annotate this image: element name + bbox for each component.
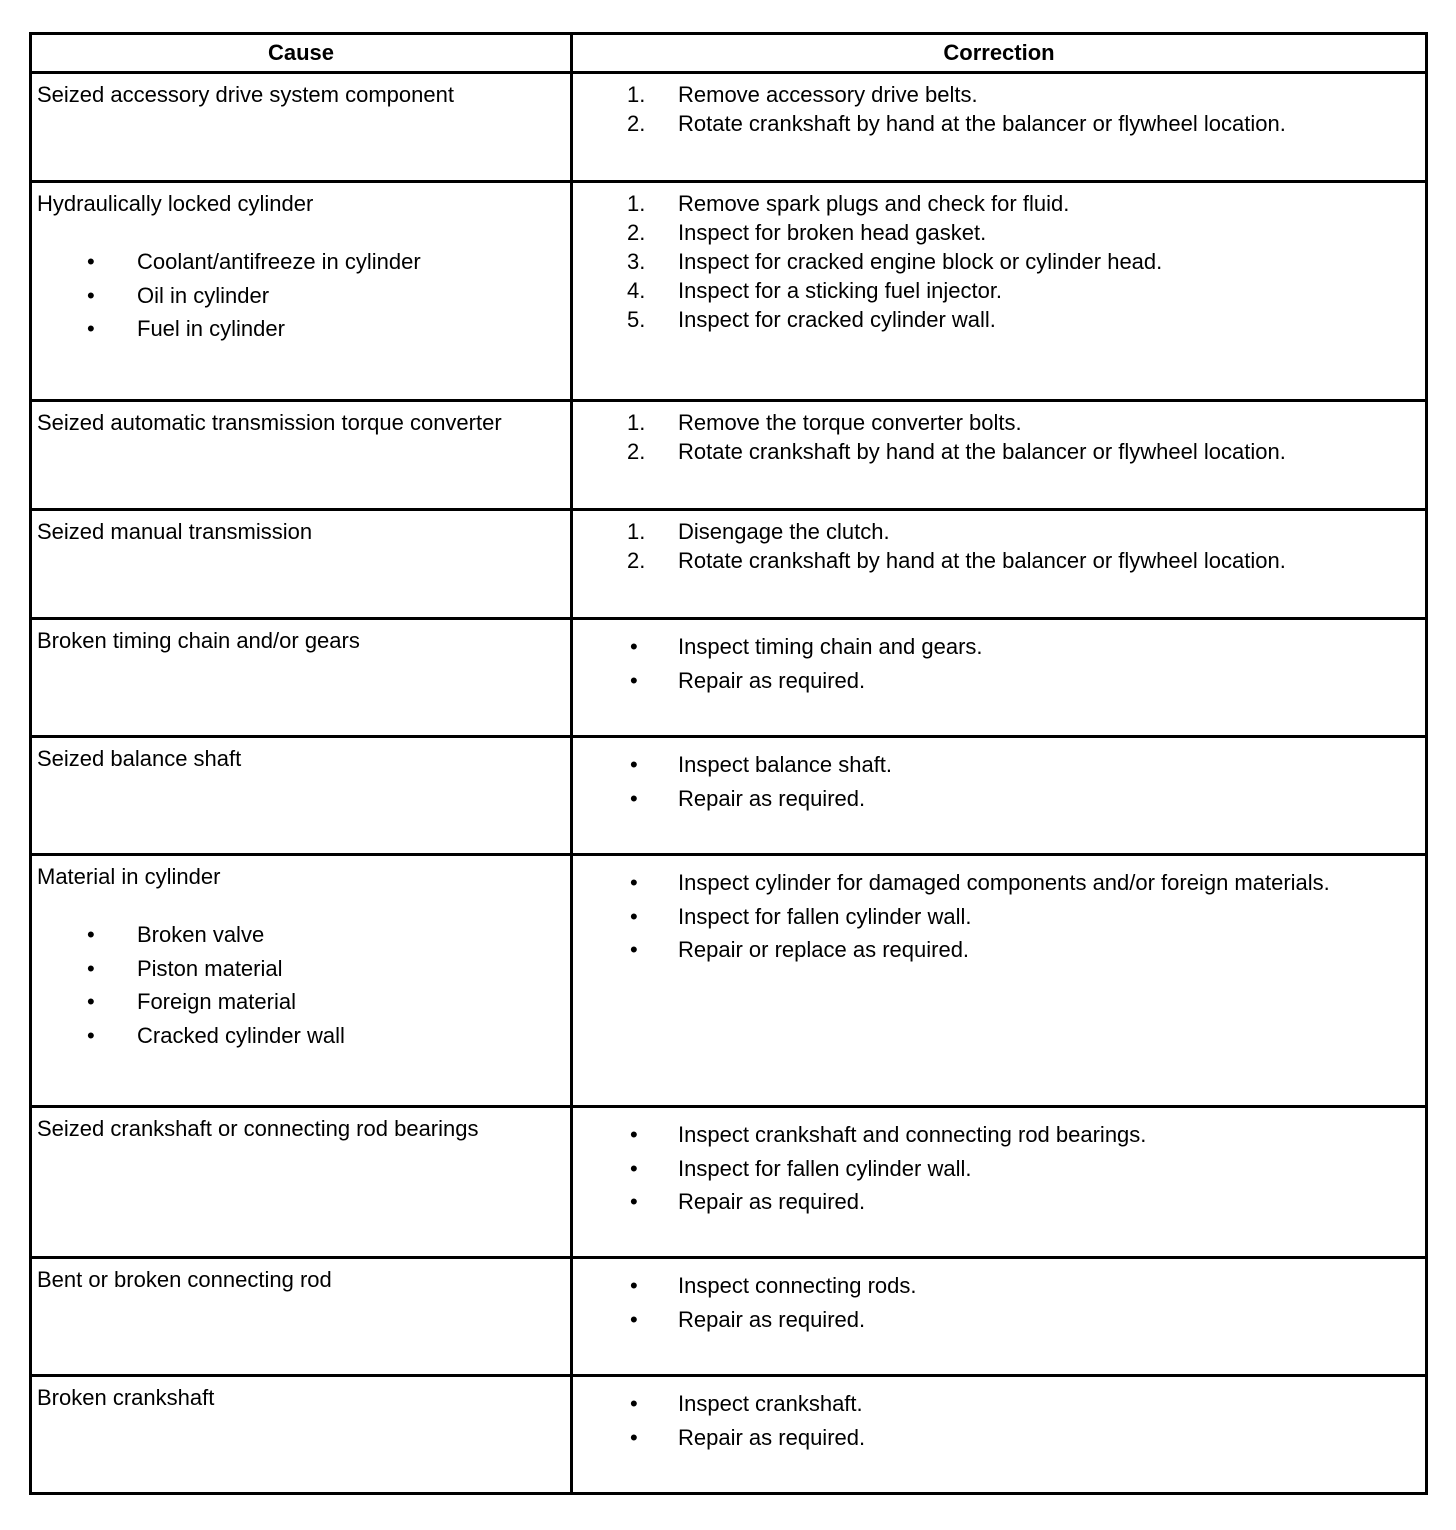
table-row xyxy=(31,855,1427,1107)
sub-cause-text: Fuel in cylinder xyxy=(137,316,285,341)
correction-list xyxy=(573,738,1425,815)
correction-cell xyxy=(572,182,1427,401)
cause-text: Seized manual transmission xyxy=(37,519,313,544)
correction-cell xyxy=(572,737,1427,855)
correction-item xyxy=(573,900,1425,934)
correction-text: Inspect for cracked cylinder wall. xyxy=(678,307,996,332)
table-row xyxy=(31,1258,1427,1376)
correction-text: Inspect balance shaft. xyxy=(678,752,893,777)
cause-cell xyxy=(31,73,572,182)
step-number: 4. xyxy=(627,278,646,303)
correction-item xyxy=(573,276,1425,305)
bullet-icon: • xyxy=(87,955,95,981)
correction-item xyxy=(573,866,1425,900)
bullet-icon: • xyxy=(630,634,638,659)
correction-text: Inspect for broken head gasket. xyxy=(678,220,987,245)
correction-cell xyxy=(572,401,1427,510)
correction-cell xyxy=(572,1258,1427,1376)
cause-text: Seized crankshaft or connecting rod bearings xyxy=(37,1116,479,1141)
correction-item xyxy=(573,1303,1425,1337)
correction-list xyxy=(573,402,1425,466)
sub-cause-list xyxy=(32,918,570,1052)
correction-list xyxy=(573,1377,1425,1454)
table-row xyxy=(31,737,1427,855)
diagnostic-table xyxy=(29,32,1428,1495)
cause-cell xyxy=(31,737,572,855)
table-row xyxy=(31,510,1427,619)
correction-text: Rotate crankshaft by hand at the balancer or flywheel location. xyxy=(678,548,1286,573)
sub-cause-text: Cracked cylinder wall xyxy=(137,1022,345,1048)
correction-text: Rotate crankshaft by hand at the balancer or flywheel location. xyxy=(678,111,1286,136)
correction-item xyxy=(573,189,1425,218)
correction-item xyxy=(573,782,1425,816)
table-row xyxy=(31,1107,1427,1258)
correction-text: Inspect crankshaft. xyxy=(678,1391,863,1416)
correction-item xyxy=(573,109,1425,138)
step-number: 2. xyxy=(627,220,646,245)
correction-item xyxy=(573,80,1425,109)
table-row xyxy=(31,619,1427,737)
correction-text: Inspect crankshaft and connecting rod bearings. xyxy=(678,1122,1147,1147)
correction-item xyxy=(573,664,1425,698)
correction-item xyxy=(573,546,1425,575)
table-row xyxy=(31,73,1427,182)
sub-cause-item xyxy=(32,312,570,346)
correction-cell xyxy=(572,1107,1427,1258)
sub-cause-item xyxy=(32,985,570,1019)
correction-item xyxy=(573,1185,1425,1219)
bullet-icon: • xyxy=(630,1155,638,1181)
bullet-icon: • xyxy=(87,922,95,947)
bullet-icon: • xyxy=(630,1122,638,1147)
correction-list xyxy=(573,856,1425,967)
sub-cause-text: Piston material xyxy=(137,955,283,981)
correction-text: Disengage the clutch. xyxy=(678,519,890,544)
bullet-icon: • xyxy=(630,785,638,811)
correction-item xyxy=(573,1387,1425,1421)
bullet-icon: • xyxy=(630,667,638,693)
bullet-icon: • xyxy=(630,937,638,962)
bullet-icon: • xyxy=(87,989,95,1014)
cause-cell xyxy=(31,619,572,737)
sub-cause-item xyxy=(32,279,570,313)
correction-list xyxy=(573,1259,1425,1336)
correction-item xyxy=(573,1118,1425,1152)
table-row xyxy=(31,182,1427,401)
correction-item xyxy=(573,305,1425,334)
cause-text: Broken crankshaft xyxy=(37,1385,215,1410)
bullet-icon: • xyxy=(630,1273,638,1298)
bullet-icon: • xyxy=(630,870,638,895)
cause-cell xyxy=(31,510,572,619)
sub-cause-text: Coolant/antifreeze in cylinder xyxy=(137,249,421,274)
bullet-icon: • xyxy=(630,1424,638,1450)
cause-cell xyxy=(31,1258,572,1376)
correction-text: Remove the torque converter bolts. xyxy=(678,410,1022,435)
correction-item xyxy=(573,437,1425,466)
table-row xyxy=(31,401,1427,510)
correction-text: Inspect for cracked engine block or cylinder head. xyxy=(678,249,1163,274)
bullet-icon: • xyxy=(630,903,638,929)
cause-text: Material in cylinder xyxy=(37,864,221,889)
correction-item xyxy=(573,748,1425,782)
correction-item xyxy=(573,1421,1425,1455)
correction-item xyxy=(573,630,1425,664)
step-number: 1. xyxy=(627,82,646,107)
cause-cell xyxy=(31,401,572,510)
bullet-icon: • xyxy=(630,1189,638,1214)
sub-cause-text: Oil in cylinder xyxy=(137,282,270,308)
correction-text: Inspect for a sticking fuel injector. xyxy=(678,278,1003,303)
sub-cause-item xyxy=(32,918,570,952)
bullet-icon: • xyxy=(87,316,95,341)
cause-text: Hydraulically locked cylinder xyxy=(37,191,314,216)
step-number: 1. xyxy=(627,191,646,216)
correction-text: Repair as required. xyxy=(678,785,866,811)
correction-text: Repair or replace as required. xyxy=(678,937,970,962)
correction-list xyxy=(573,74,1425,138)
cause-cell xyxy=(31,1376,572,1494)
correction-text: Inspect for fallen cylinder wall. xyxy=(678,903,972,929)
correction-cell xyxy=(572,73,1427,182)
correction-text: Inspect for fallen cylinder wall. xyxy=(678,1155,972,1181)
sub-cause-item xyxy=(32,245,570,279)
correction-list xyxy=(573,1108,1425,1219)
correction-text: Inspect cylinder for damaged components and/or foreign materials. xyxy=(678,870,1330,895)
correction-text: Remove accessory drive belts. xyxy=(678,82,978,107)
bullet-icon: • xyxy=(630,1391,638,1416)
sub-cause-text: Broken valve xyxy=(137,922,265,947)
cause-text: Bent or broken connecting rod xyxy=(37,1267,332,1292)
correction-text: Repair as required. xyxy=(678,1306,866,1332)
step-number: 1. xyxy=(627,410,646,435)
bullet-icon: • xyxy=(630,1306,638,1332)
step-number: 3. xyxy=(627,249,646,274)
sub-cause-text: Foreign material xyxy=(137,989,296,1014)
cause-column-header: Cause xyxy=(31,34,572,73)
step-number: 2. xyxy=(627,548,646,573)
cause-cell xyxy=(31,182,572,401)
correction-cell xyxy=(572,619,1427,737)
correction-text: Remove spark plugs and check for fluid. xyxy=(678,191,1070,216)
correction-item xyxy=(573,247,1425,276)
bullet-icon: • xyxy=(87,1022,95,1048)
correction-item xyxy=(573,933,1425,967)
sub-cause-item xyxy=(32,952,570,986)
correction-item xyxy=(573,1152,1425,1186)
correction-text: Inspect timing chain and gears. xyxy=(678,634,983,659)
step-number: 1. xyxy=(627,519,646,544)
correction-list xyxy=(573,511,1425,575)
bullet-icon: • xyxy=(630,752,638,777)
cause-text: Seized accessory drive system component xyxy=(37,82,454,107)
correction-column-header: Correction xyxy=(572,34,1427,73)
sub-cause-item xyxy=(32,1019,570,1053)
cause-text: Seized balance shaft xyxy=(37,746,242,771)
correction-text: Rotate crankshaft by hand at the balancer or flywheel location. xyxy=(678,439,1286,464)
correction-cell xyxy=(572,855,1427,1107)
correction-text: Repair as required. xyxy=(678,1189,866,1214)
correction-cell xyxy=(572,1376,1427,1494)
step-number: 2. xyxy=(627,439,646,464)
step-number: 5. xyxy=(627,307,646,332)
sub-cause-list xyxy=(32,245,570,346)
correction-item xyxy=(573,1269,1425,1303)
cause-text: Seized automatic transmission torque converter xyxy=(37,410,502,435)
correction-item xyxy=(573,408,1425,437)
correction-text: Repair as required. xyxy=(678,667,866,693)
correction-item xyxy=(573,517,1425,546)
table-body xyxy=(31,73,1427,1494)
bullet-icon: • xyxy=(87,282,95,308)
table-row xyxy=(31,1376,1427,1494)
correction-text: Inspect connecting rods. xyxy=(678,1273,917,1298)
header-row xyxy=(31,34,1427,73)
step-number: 2. xyxy=(627,111,646,136)
correction-text: Repair as required. xyxy=(678,1424,866,1450)
bullet-icon: • xyxy=(87,249,95,274)
correction-list xyxy=(573,183,1425,334)
correction-cell xyxy=(572,510,1427,619)
correction-item xyxy=(573,218,1425,247)
correction-list xyxy=(573,620,1425,697)
cause-cell xyxy=(31,855,572,1107)
cause-cell xyxy=(31,1107,572,1258)
cause-text: Broken timing chain and/or gears xyxy=(37,628,360,653)
